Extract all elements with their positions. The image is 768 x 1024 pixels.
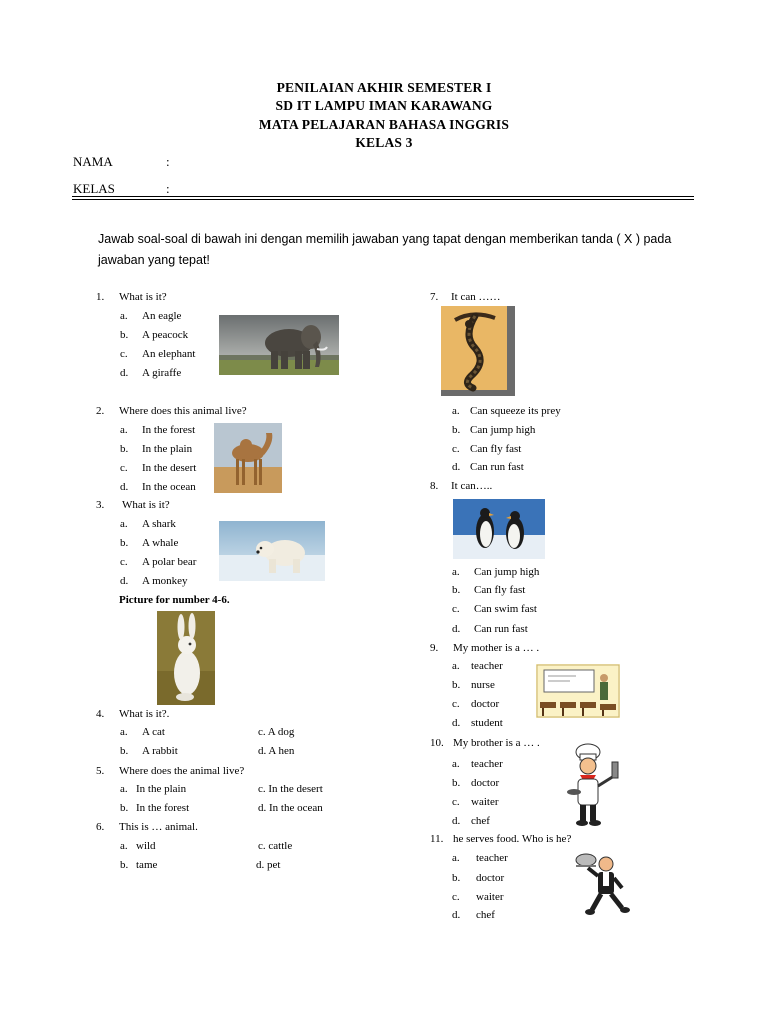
chef-picture bbox=[566, 742, 628, 828]
question-number: 6. bbox=[96, 821, 105, 833]
kelas-label: KELAS bbox=[73, 181, 115, 196]
nama-label: NAMA bbox=[73, 154, 113, 169]
question-number: 3. bbox=[96, 499, 105, 511]
question-number: 2. bbox=[96, 405, 105, 417]
classroom-picture bbox=[536, 664, 620, 718]
snake-picture bbox=[441, 306, 515, 396]
question-text: he serves food. Who is he? bbox=[453, 833, 572, 845]
question-text: What is it? bbox=[119, 291, 167, 303]
header-divider-top bbox=[72, 196, 694, 197]
question-number: 4. bbox=[96, 708, 105, 720]
kelas-colon: : bbox=[166, 181, 170, 196]
question-text: My brother is a … . bbox=[453, 737, 540, 749]
waiter-picture bbox=[574, 848, 638, 918]
question-text: This is … animal. bbox=[119, 821, 198, 833]
question-text: My mother is a … . bbox=[453, 642, 540, 654]
class-level: KELAS 3 bbox=[355, 135, 413, 150]
question-number: 11. bbox=[430, 833, 444, 845]
penguins-picture bbox=[453, 499, 545, 559]
rabbit-picture bbox=[157, 611, 215, 705]
question-text: It can….. bbox=[451, 480, 493, 492]
camel-picture bbox=[214, 423, 282, 493]
elephant-picture bbox=[219, 315, 339, 375]
question-number: 10. bbox=[430, 737, 444, 749]
question-number: 1. bbox=[96, 291, 105, 303]
instruction-text: Jawab soal-soal di bawah ini dengan memilih jawaban yang tapat dengan memberikan tanda ( X ) pada jawaban yang tepat! bbox=[98, 232, 672, 267]
header-divider-bottom bbox=[72, 199, 694, 200]
school-name: SD IT LAMPU IMAN KARAWANG bbox=[275, 98, 493, 113]
exam-title: PENILAIAN AKHIR SEMESTER I bbox=[276, 80, 492, 95]
question-number: 7. bbox=[430, 291, 439, 303]
question-text: It can …… bbox=[451, 291, 501, 303]
question-number: 5. bbox=[96, 765, 105, 777]
question-number: 8. bbox=[430, 480, 439, 492]
picture-note: Picture for number 4-6. bbox=[119, 594, 230, 606]
question-text: What is it? bbox=[122, 499, 170, 511]
nama-colon: : bbox=[166, 154, 170, 169]
subject-name: MATA PELAJARAN BAHASA INGGRIS bbox=[258, 117, 510, 132]
question-text: Where does the animal live? bbox=[119, 765, 245, 777]
question-text: Where does this animal live? bbox=[119, 405, 247, 417]
question-text: What is it?. bbox=[119, 708, 170, 720]
polar-bear-picture bbox=[219, 521, 325, 581]
question-number: 9. bbox=[430, 642, 439, 654]
